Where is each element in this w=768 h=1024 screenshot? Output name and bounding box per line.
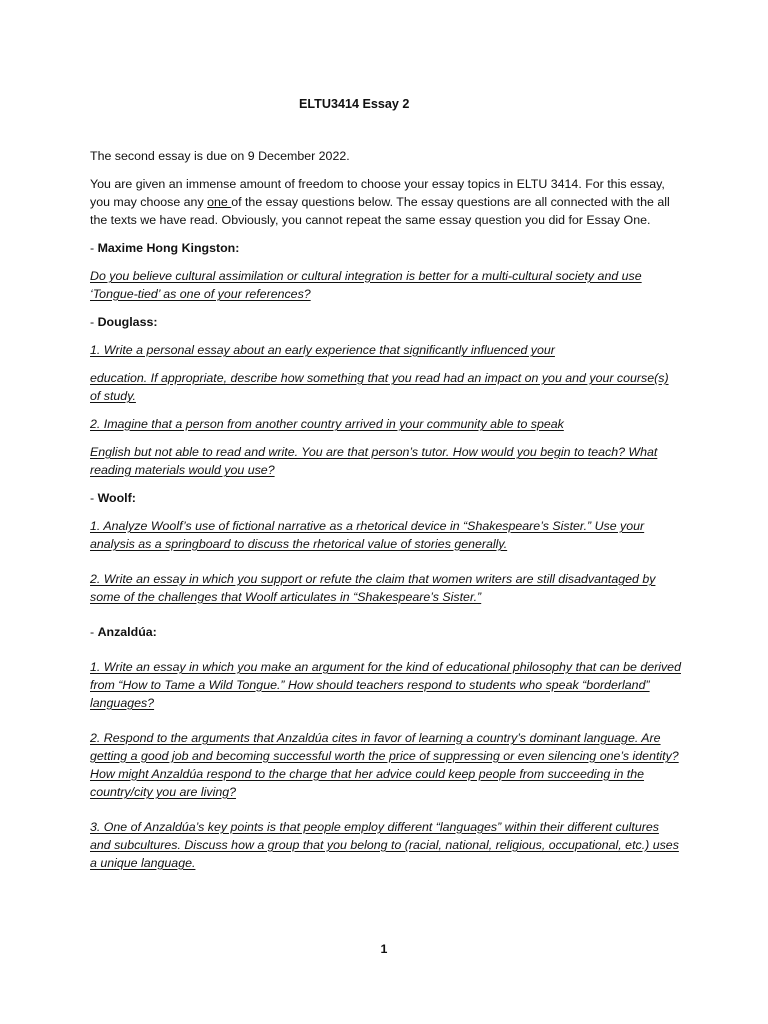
section-heading-anzaldua bbox=[90, 623, 682, 641]
intro-paragraph bbox=[90, 175, 682, 229]
document-title: ELTU3414 Essay 2 bbox=[299, 97, 410, 111]
question-kingston-1: Do you believe cultural assimilation or cultural integration is better for a multi-cultural society and use ‘Tongue-tied’ as one of your references? bbox=[90, 269, 642, 301]
heading-prefix: - bbox=[90, 315, 98, 329]
heading-name: Anzaldúa: bbox=[97, 625, 157, 639]
question-anzaldua-2: 2. Respond to the arguments that Anzaldúa cites in favor of learning a country’s dominant language. Are getting a good job and becoming successful worth the price of suppressing or even silencing one’s identity? How might Anzaldúa respond to the charge that her advice could keep people from succeeding in the country/city you are living? bbox=[90, 731, 679, 799]
section-heading-kingston bbox=[90, 239, 682, 257]
question-woolf-1: 1. Analyze Woolf’s use of fictional narrative as a rhetorical device in “Shakespeare’s Sister.” Use your analysis as a springboard to discuss the rhetorical value of stories generally. bbox=[90, 519, 645, 551]
section-heading-douglass bbox=[90, 313, 682, 331]
heading-prefix: - bbox=[90, 491, 98, 505]
page-number: 1 bbox=[380, 942, 388, 956]
question-douglass-2b: English but not able to read and write. You are that person’s tutor. How would you begin to teach? What reading materials would you use? bbox=[90, 445, 658, 477]
document-body bbox=[90, 95, 682, 872]
intro-emphasis: one bbox=[207, 195, 232, 209]
section-heading-woolf bbox=[90, 489, 682, 507]
question-woolf-2: 2. Write an essay in which you support or refute the claim that women writers are still disadvantaged by some of the challenges that Woolf articulates in “Shakespeare’s Sister.” bbox=[90, 572, 656, 604]
question-douglass-1b: education. If appropriate, describe how something that you read had an impact on you and your course(s) of study. bbox=[90, 371, 669, 403]
heading-name: Maxime Hong Kingston: bbox=[97, 241, 240, 255]
heading-name: Woolf: bbox=[97, 491, 136, 505]
intro-text-start: You are given an immense amount of freedom to choose your essay topics in ELTU 3414. For this essay, you may choose any bbox=[90, 177, 665, 209]
heading-prefix: - bbox=[90, 625, 98, 639]
heading-name: Douglass: bbox=[97, 315, 158, 329]
question-douglass-2a: 2. Imagine that a person from another country arrived in your community able to speak bbox=[90, 417, 564, 431]
heading-prefix: - bbox=[90, 241, 98, 255]
question-anzaldua-3: 3. One of Anzaldúa’s key points is that people employ different “languages” within their different cultures and subcultures. Discuss how a group that you belong to (racial, national, religious, occupational, etc.) uses a unique language. bbox=[90, 820, 679, 870]
intro-text-end: of the essay questions below. The essay questions are all connected with the all the texts we have read. Obviously, you cannot repeat the same essay question you did for Essay One. bbox=[90, 195, 670, 227]
question-anzaldua-1: 1. Write an essay in which you make an argument for the kind of educational philosophy that can be derived from “How to Tame a Wild Tongue.” How should teachers respond to students who speak “borderland” languages? bbox=[90, 660, 681, 710]
due-date-line: The second essay is due on 9 December 2022. bbox=[90, 149, 350, 163]
question-douglass-1a: 1. Write a personal essay about an early experience that significantly influenced your bbox=[90, 343, 555, 357]
